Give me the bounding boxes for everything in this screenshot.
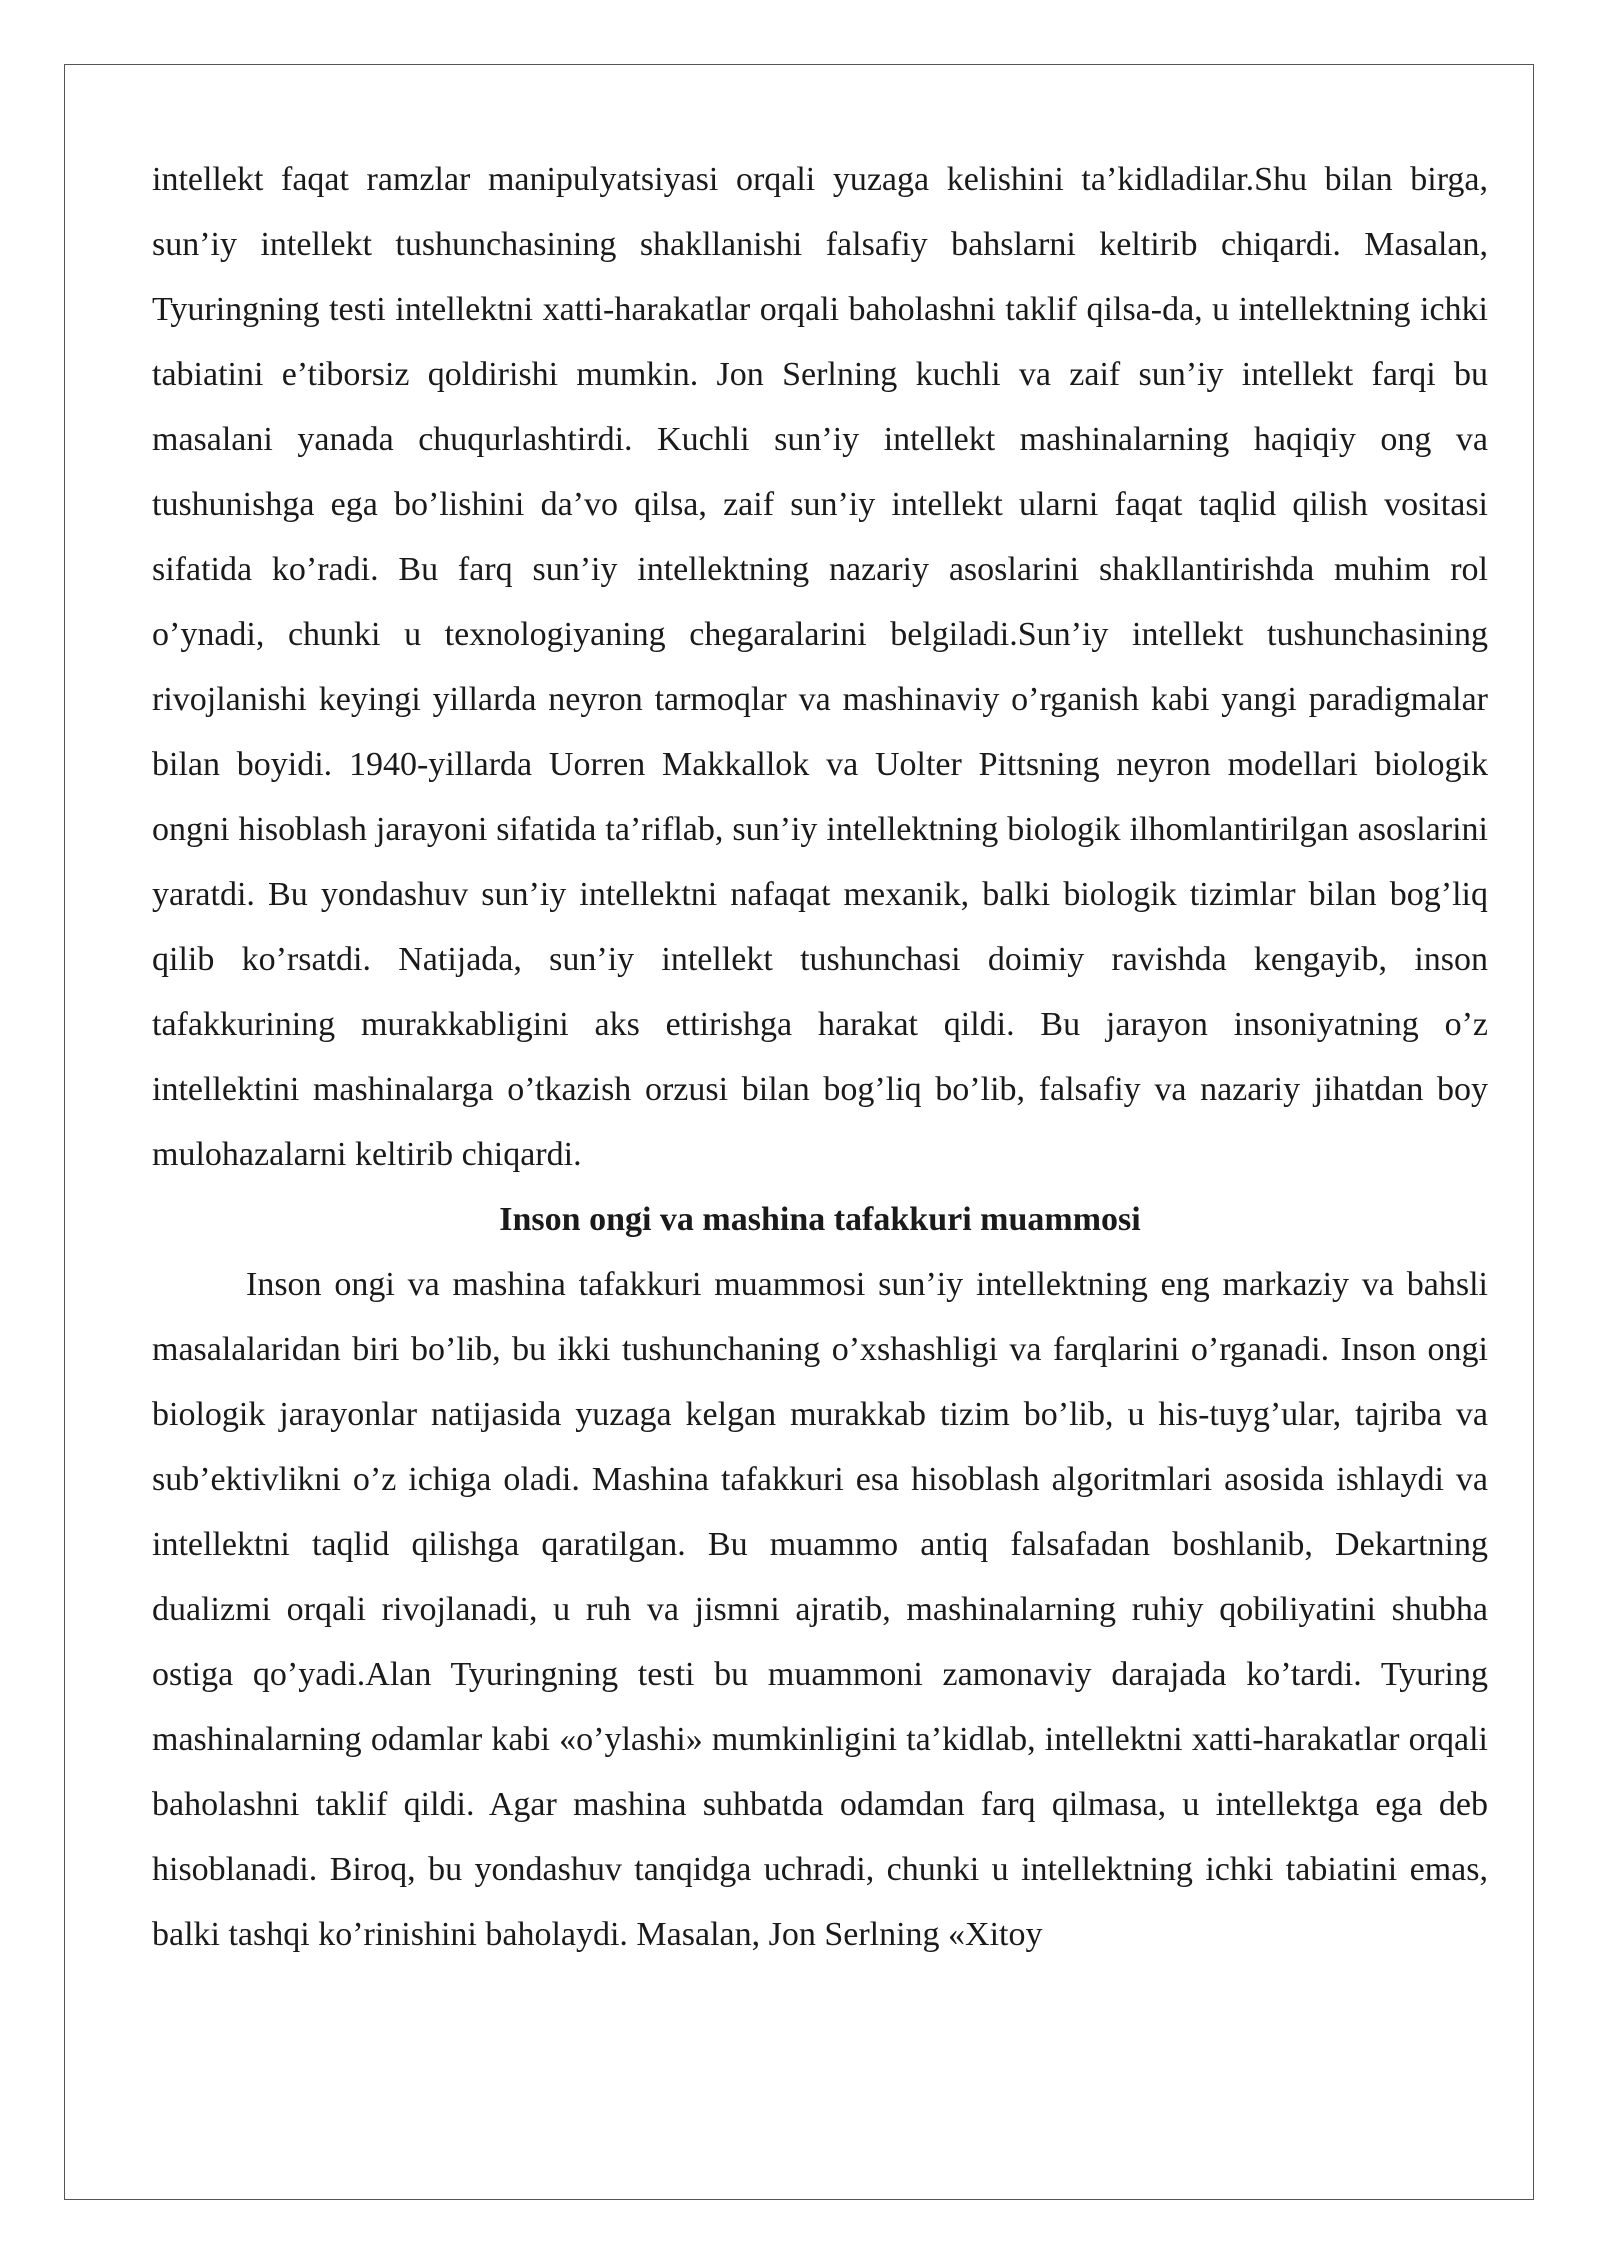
body-paragraph: Inson ongi va mashina tafakkuri muammosi sun’iy intellektning eng markaziy va bahsli masalalaridan biri bo’lib, bu ikki tushunchaning o’xshashligi va farqlarini o’rganadi. Inson ongi biologik jarayonlar natijasida yuzaga kelgan murakkab tizim bo’lib, u his-tuyg’ular, tajriba va sub’ektivlikni o’z ichiga oladi. Mashina tafakkuri esa hisoblash algoritmlari asosida ishlaydi va intellektni taqlid qilishga qaratilgan. Bu muammo antiq falsafadan boshlanib, Dekartning dualizmi orqali rivojlanadi, u ruh va jismni ajratib, mashinalarning ruhiy qobiliyatini shubha ostiga qo’yadi.Alan Tyuringning testi bu muammoni zamonaviy darajada ko’tardi. Tyuring mashinalarning odamlar kabi «o’ylashi» mumkinligini ta’kidlab, intellektni xatti-harakatlar orqali baholashni taklif qildi. Agar mashina suhbatda odamdan farq qilmasa, u intellektga ega deb hisoblanadi. Biroq, bu yondashuv tanqidga uchradi, chunki u intellektning ichki tabiatini emas, balki tashqi ko’rinishini baholaydi. Masalan, Jon Serlning «Xitoy: [152, 1266, 1488, 1953]
document-body: [152, 147, 1488, 1967]
section-heading: Inson ongi va mashina tafakkuri muammosi: [499, 1201, 1141, 1238]
body-paragraph: intellekt faqat ramzlar manipulyatsiyasi orqali yuzaga kelishini ta’kidladilar.Shu bilan birga, sun’iy intellekt tushunchasining shakllanishi falsafiy bahslarni keltirib chiqardi. Masalan, Tyuringning testi intellektni xatti-harakatlar orqali baholashni taklif qilsa-da, u intellektning ichki tabiatini e’tiborsiz qoldirishi mumkin. Jon Serlning kuchli va zaif sun’iy intellekt farqi bu masalani yanada chuqurlashtirdi. Kuchli sun’iy intellekt mashinalarning haqiqiy ong va tushunishga ega bo’lishini da’vo qilsa, zaif sun’iy intellekt ularni faqat taqlid qilish vositasi sifatida ko’radi. Bu farq sun’iy intellektning nazariy asoslarini shakllantirishda muhim rol o’ynadi, chunki u texnologiyaning chegaralarini belgiladi.Sun’iy intellekt tushunchasining rivojlanishi keyingi yillarda neyron tarmoqlar va mashinaviy o’rganish kabi yangi paradigmalar bilan boyidi. 1940-yillarda Uorren Makkallok va Uolter Pittsning neyron modellari biologik ongni hisoblash jarayoni sifatida ta’riflab, sun’iy intellektning biologik ilhomlantirilgan asoslarini yaratdi. Bu yondashuv sun’iy intellektni nafaqat mexanik, balki biologik tizimlar bilan bog’liq qilib ko’rsatdi. Natijada, sun’iy intellekt tushunchasi doimiy ravishda kengayib, inson tafakkurining murakkabligini aks ettirishga harakat qildi. Bu jarayon insoniyatning o’z intellektini mashinalarga o’tkazish orzusi bilan bog’liq bo’lib, falsafiy va nazariy jihatdan boy mulohazalarni keltirib chiqardi.: [152, 161, 1488, 1173]
